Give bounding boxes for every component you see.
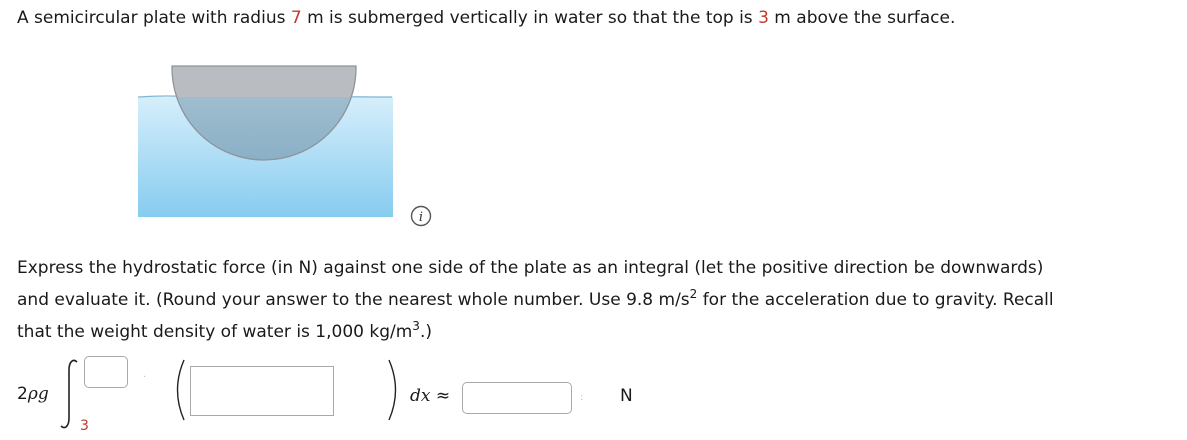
dx-label: dx [410,386,431,406]
height-value: 3 [758,8,769,28]
left-parenthesis [167,358,187,422]
problem-text-1: A semicircular plate with radius [17,8,291,28]
semicircle-plate-figure [137,64,393,218]
upper-limit-input[interactable] [84,356,128,388]
instructions-line-1 [17,252,1187,284]
radius-value: 7 [290,8,302,28]
svg-text:i: i [418,210,424,225]
exponent-3: 3 [412,319,420,333]
instructions-text-3b: .) [419,322,432,342]
input-marker: · [143,372,147,383]
instructions-text-2b: for the acceleration due to gravity. Recall [697,290,1054,310]
integral-answer-row [0,350,1187,440]
unit-label: N [620,386,633,406]
lower-limit: 3 [80,418,89,434]
problem-text-3: m above the surface. [768,8,956,28]
info-icon[interactable] [410,205,432,227]
problem-text-2: m is submerged vertically in water so that the top is [301,8,759,28]
instructions-line-2 [17,284,1187,316]
approx-symbol: ≈ [435,386,451,406]
coefficient [17,384,49,404]
instructions-line-3 [17,316,1187,348]
exponent-2: 2 [689,287,698,301]
plate-diagram [137,64,393,218]
result-input[interactable] [462,382,572,414]
input-marker-2: : [580,392,584,403]
integral-sign [58,356,82,432]
differential [410,386,450,406]
integrand-input[interactable] [190,366,334,416]
instructions-text-1: Express the hydrostatic force (in N) against one side of the plate as an integral (let the positive direction be downwards) [17,258,1044,278]
coefficient-number: 2 [17,384,28,404]
instructions-text-2a: and evaluate it. (Round your answer to the nearest whole number. Use 9.8 m/s [17,290,690,310]
instructions-text-3a: that the weight density of water is 1,000 kg/m [17,322,413,342]
instructions [17,252,1187,348]
problem-statement [17,8,955,28]
coefficient-symbol: ρg [27,384,49,404]
right-parenthesis [386,358,406,422]
